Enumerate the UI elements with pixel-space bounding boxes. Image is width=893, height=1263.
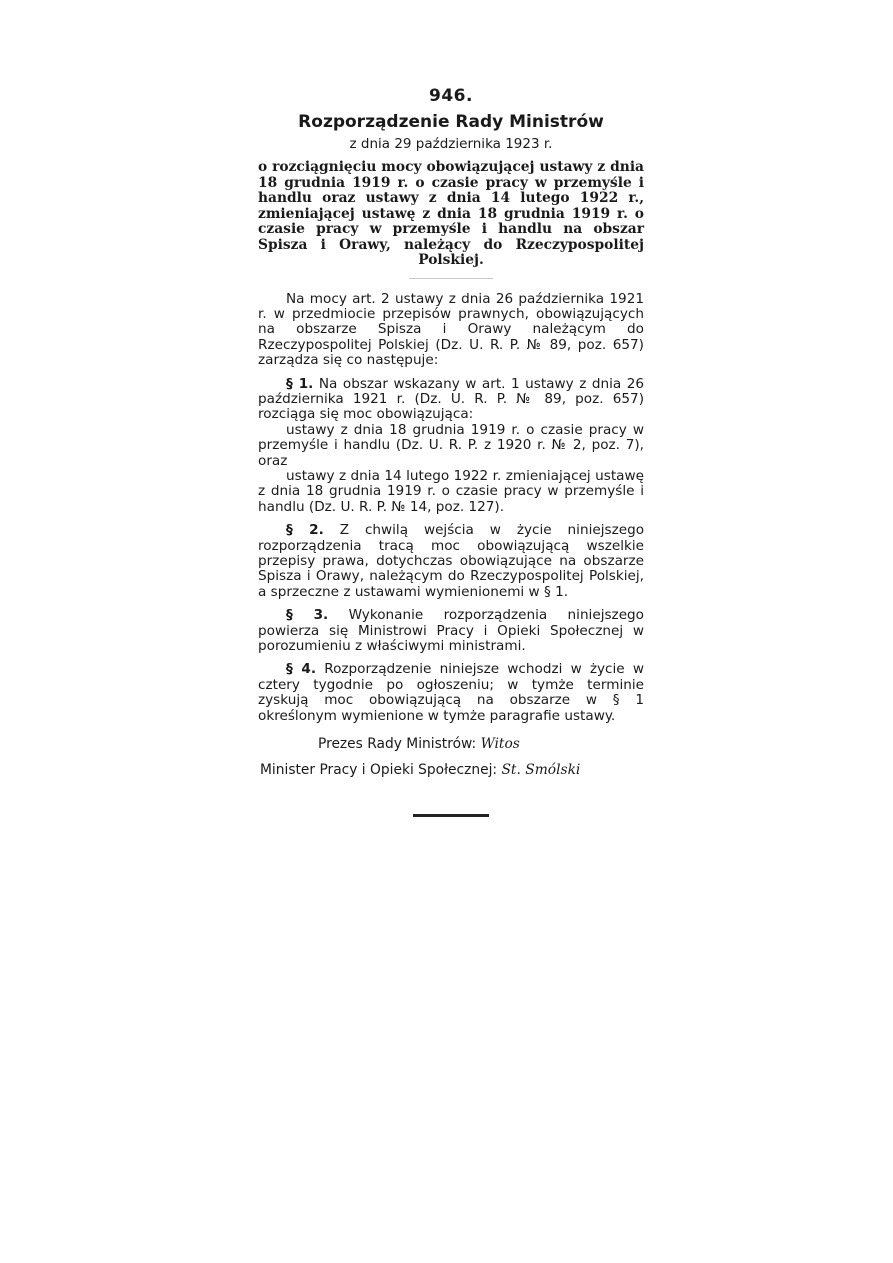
section-1 [258, 377, 644, 423]
section-3-mark: § 3. [286, 607, 329, 624]
section-2-mark: § 2. [286, 522, 324, 539]
end-rule [413, 814, 489, 817]
document-subject: o rozciągnięciu mocy obowiązującej ustawy z dnia 18 grudnia 1919 r. o czasie pracy w przemyśle i handlu oraz ustawy z dnia 14 lutego 1922 r., zmieniającej ustawę z dnia 18 grudnia 1919 r. o czasie pracy w przemyśle i handlu na obszar Spisza i Orawy, należący do Rzeczypospolitej Polskiej. [258, 159, 644, 268]
section-1-item-2: ustawy z dnia 14 lutego 1922 r. zmieniającej ustawę z dnia 18 grudnia 1919 r. o czasie pracy w przemyśle i handlu (Dz. U. R. P. № 14, poz. 127). [258, 467, 644, 515]
signature-prime-minister [318, 736, 644, 752]
section-1-item-1: ustawy z dnia 18 grudnia 1919 r. o czasie pracy w przemyśle i handlu (Dz. U. R. P. z 1920 r. № 2, poz. 7), oraz [258, 421, 644, 469]
section-3-text: Wykonanie rozporządzenia niniejszego powierza się Ministrowi Pracy i Opieki Społecznej w porozumieniu z właściwymi ministrami. [258, 607, 645, 655]
section-1-text: Na obszar wskazany w art. 1 ustawy z dnia 26 października 1921 r. (Dz. U. R. P. № 89, poz. 657) rozciąga się moc obowiązująca: [258, 375, 645, 423]
section-2 [258, 523, 644, 600]
document-title: Rozporządzenie Rady Ministrów [298, 112, 604, 132]
document-page [258, 86, 644, 817]
section-1-mark: § 1. [286, 375, 314, 392]
signature-labour-minister-label: Minister Pracy i Opieki Społecznej: [260, 762, 498, 779]
signature-prime-minister-label: Prezes Rady Ministrów: [318, 736, 477, 753]
document-body [258, 292, 644, 725]
section-4-mark: § 4. [286, 661, 317, 678]
section-4 [258, 662, 644, 724]
preamble: Na mocy art. 2 ustawy z dnia 26 października 1921 r. w przedmiocie przepisów prawnych, obowiązujących na obszarze Spisza i Orawy należącym do Rzeczypospolitej Polskiej (Dz. U. R. P. № 89, poz. 657) zarządza się co następuje: [258, 290, 644, 369]
signature-prime-minister-name: Witos [480, 736, 520, 753]
section-4-text: Rozporządzenie niniejsze wchodzi w życie w cztery tygodnie po ogłoszeniu; w tymże terminie zyskują moc obowiązującą na obszarze w § 1 określonym wymienione w tymże paragrafie ustawy. [258, 661, 644, 724]
signature-labour-minister-name: St. Smólski [501, 762, 581, 779]
section-3 [258, 608, 644, 654]
signature-labour-minister [260, 762, 644, 778]
divider [409, 278, 493, 279]
page-number: 946. [429, 86, 473, 106]
document-date: z dnia 29 października 1923 r. [349, 136, 553, 152]
section-2-text: Z chwilą wejścia w życie niniejszego rozporządzenia tracą moc obowiązującą wszelkie przepisy prawa, dotychczas obowiązujące na obszarze Spisza i Orawy, należącym do Rzeczypospolitej Polskiej, a sprzeczne z ustawami wymienionemi w § 1. [258, 522, 645, 600]
